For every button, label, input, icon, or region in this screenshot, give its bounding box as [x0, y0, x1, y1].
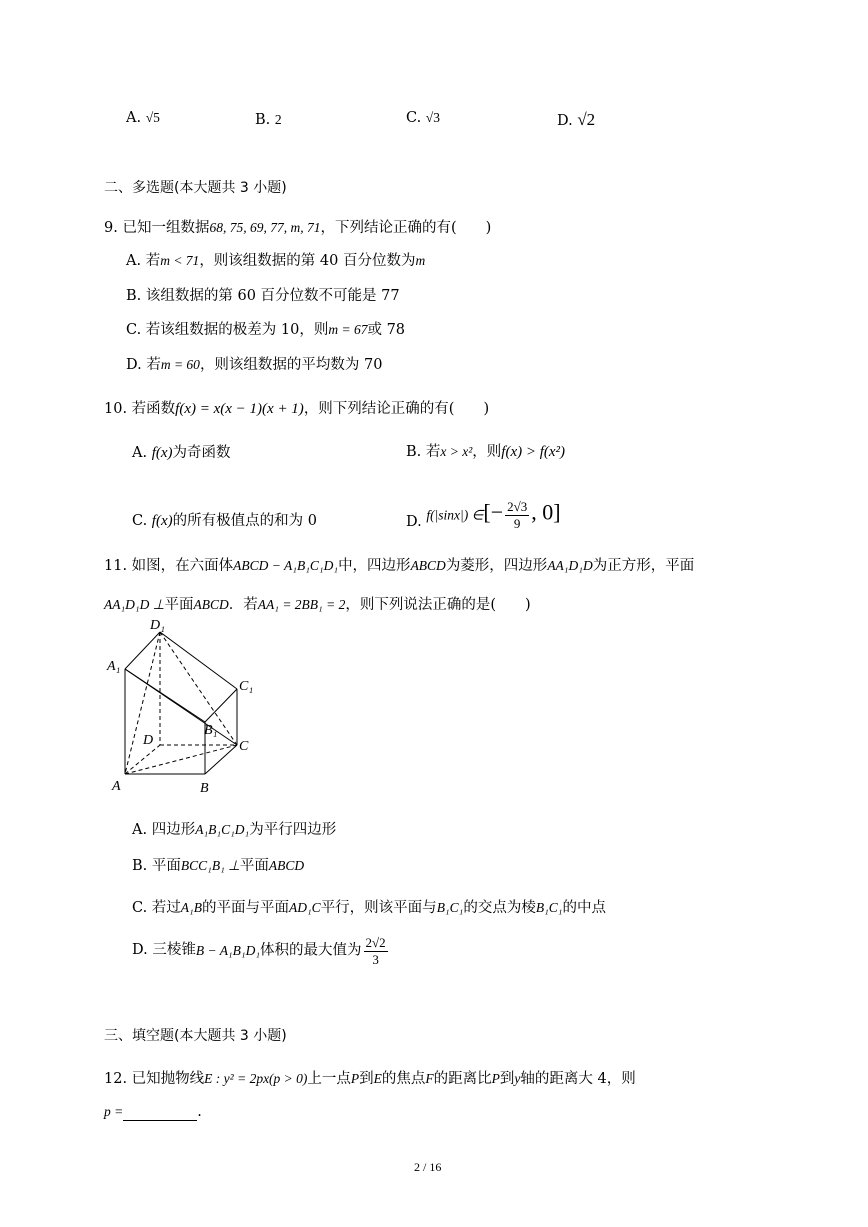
q10-option-d: D. f(|sinx|) ∈[− $\frac{2√3}{9}$ , 0] — [406, 499, 561, 531]
fig-label-b1: B₁ — [204, 723, 218, 738]
section-title-multi-choice: 二、多选题(本大题共 3 小题) — [104, 180, 287, 196]
q9-option-c: C. 若该组数据的极差为 10，则m = 67或 78 — [126, 322, 406, 338]
q8-option-d: D. √2 — [557, 110, 596, 129]
section-title-fill-in: 三、填空题(本大题共 3 小题) — [104, 1028, 287, 1044]
fig-label-a: A — [112, 779, 121, 794]
question-12-stem-line1: 12. 已知抛物线E : y² = 2px(p > 0)上一点P到E的焦点F的距离比P到y轴的距离大 4，则 — [104, 1071, 636, 1087]
question-12-stem-line2: p = . — [104, 1104, 202, 1120]
q9-option-b: B. 该组数据的第 60 百分位数不可能是 77 — [126, 288, 400, 304]
q11-option-a: A. 四边形A₁B₁C₁D₁为平行四边形 — [132, 822, 337, 838]
fig-label-a1: A₁ — [107, 659, 121, 674]
q8-option-a: A. √5 — [126, 110, 160, 126]
question-9-stem: 9. 已知一组数据68, 75, 69, 77, m, 71，下列结论正确的有( ) — [104, 220, 492, 236]
q9-option-d: D. 若m = 60，则该组数据的平均数为 70 — [126, 357, 383, 373]
fig-label-b: B — [200, 781, 209, 796]
hexahedron-figure — [100, 612, 270, 797]
q11-option-c: C. 若过A₁B的平面与平面AD₁C平行，则该平面与B₁C₁的交点为棱B₁C₁的中点 — [132, 900, 606, 916]
fig-label-c: C — [239, 739, 249, 754]
fig-label-d: D — [143, 733, 154, 748]
question-10-stem: 10. 若函数f(x) = x(x − 1)(x + 1)，则下列结论正确的有( ) — [104, 401, 490, 417]
q11-option-b: B. 平面BCC₁B₁ ⊥平面ABCD — [132, 858, 305, 874]
q8-option-c: C. √3 — [406, 110, 440, 126]
fig-label-d1: D₁ — [150, 618, 165, 633]
question-11-stem-line1: 11. 如图，在六面体ABCD − A₁B₁C₁D₁中，四边形ABCD为菱形，四边形AA₁D₁D为正方形，平面 — [104, 558, 695, 574]
q9-option-a: A. 若m < 71，则该组数据的第 40 百分位数为m — [126, 253, 426, 269]
page-number: 2 / 16 — [414, 1160, 442, 1174]
q8-option-b: B. 2 — [255, 112, 282, 128]
q11-option-d: D. 三棱锥B − A₁B₁D₁体积的最大值为 $\frac{2√2}{3}$ — [132, 935, 386, 967]
q10-option-c: C. f(x)的所有极值点的和为 0 — [132, 513, 317, 529]
q10-option-b: B. 若x > x²，则f(x) > f(x²) — [406, 444, 566, 460]
fig-label-c1: C₁ — [239, 679, 254, 694]
q10-option-a: A. f(x)为奇函数 — [132, 445, 231, 461]
question-11-stem-line2: AA₁D₁D ⊥平面ABCD．若AA₁ = 2BB₁ = 2，则下列说法正确的是( ) — [104, 597, 531, 613]
answer-blank[interactable] — [123, 1106, 197, 1121]
